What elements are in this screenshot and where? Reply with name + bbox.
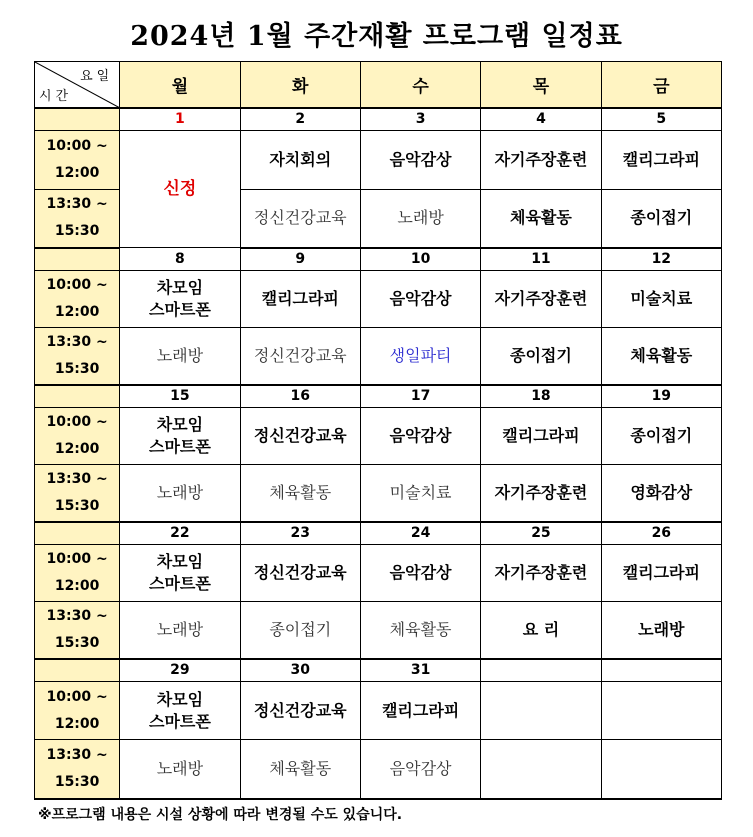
program-am-fri [601, 682, 721, 740]
date-row-time-cell [35, 248, 120, 271]
day-header-mon: 월 [120, 62, 240, 108]
time-pm-start: 13:30 ~ [46, 746, 108, 763]
program-am-tue: 캘리그라피 [240, 271, 360, 328]
page-title: 2024년 1월 주간재활 프로그램 일정표 [130, 21, 623, 52]
time-cell-am [35, 408, 120, 465]
time-am-start: 10:00 ~ [46, 551, 108, 567]
program-pm-tue: 체육활동 [240, 740, 360, 799]
date-cell-mon: 8 [120, 248, 240, 271]
time-cell-pm [35, 465, 120, 522]
date-cell-wed: 3 [360, 108, 480, 131]
program-pm-tue: 체육활동 [240, 465, 360, 522]
time-am-end: 12:00 [54, 165, 100, 181]
time-pm-end: 15:30 [54, 773, 100, 790]
time-pm-start: 13:30 ~ [46, 196, 108, 213]
date-cell-mon: 29 [120, 659, 240, 682]
pm-row [35, 328, 722, 385]
am-row [35, 682, 722, 740]
program-am-thu: 자기주장훈련 [481, 545, 601, 602]
day-header-fri: 금 [601, 62, 721, 108]
time-pm-start: 13:30 ~ [46, 470, 108, 487]
time-cell-pm [35, 602, 120, 659]
time-cell-pm [35, 190, 120, 248]
program-am-tue: 정신건강교육 [240, 408, 360, 465]
program-pm-wed: 생일파티 [360, 328, 480, 385]
date-cell-wed: 17 [360, 385, 480, 408]
program-am-wed: 음악감상 [360, 545, 480, 602]
time-pm-start: 13:30 ~ [46, 607, 108, 624]
date-cell-tue: 2 [240, 108, 360, 131]
date-cell-fri: 26 [601, 522, 721, 545]
program-pm-fri: 영화감상 [601, 465, 721, 522]
program-pm-thu: 자기주장훈련 [481, 465, 601, 522]
program-am-fri: 미술치료 [601, 271, 721, 328]
program-am-fri: 종이접기 [601, 408, 721, 465]
program-am-tue: 정신건강교육 [240, 682, 360, 740]
date-cell-thu [481, 659, 601, 682]
program-am-mon: 차모임 스마트폰 [120, 408, 240, 465]
program-am-wed: 캘리그라피 [360, 682, 480, 740]
footer-note: ※프로그램 내용은 시설 상황에 따라 변경될 수도 있습니다. [38, 807, 403, 823]
date-cell-tue: 30 [240, 659, 360, 682]
date-cell-mon: 22 [120, 522, 240, 545]
am-row [35, 131, 722, 190]
date-cell-tue: 9 [240, 248, 360, 271]
date-cell-fri: 5 [601, 108, 721, 131]
day-header-wed: 수 [360, 62, 480, 108]
program-am-thu: 자기주장훈련 [481, 271, 601, 328]
program-pm-mon: 노래방 [120, 740, 240, 799]
time-pm-start: 13:30 ~ [46, 333, 108, 350]
date-cell-fri: 19 [601, 385, 721, 408]
time-am-end: 12:00 [54, 304, 100, 320]
time-cell-pm [35, 740, 120, 799]
program-pm-fri: 종이접기 [601, 190, 721, 248]
program-am-wed: 음악감상 [360, 131, 480, 190]
date-cell-wed: 24 [360, 522, 480, 545]
date-cell-thu: 25 [481, 522, 601, 545]
date-row-time-cell [35, 108, 120, 131]
date-row [35, 385, 722, 408]
program-am-tue: 자치회의 [240, 131, 360, 190]
program-pm-wed: 노래방 [360, 190, 480, 248]
program-pm-thu: 체육활동 [481, 190, 601, 248]
corner-label-day: 요일 [80, 69, 114, 84]
date-cell-tue: 23 [240, 522, 360, 545]
date-cell-wed: 31 [360, 659, 480, 682]
program-am-thu [481, 682, 601, 740]
date-row [35, 522, 722, 545]
am-row [35, 271, 722, 328]
program-pm-wed: 미술치료 [360, 465, 480, 522]
program-pm-wed: 음악감상 [360, 740, 480, 799]
date-row [35, 659, 722, 682]
program-am-thu: 자기주장훈련 [481, 131, 601, 190]
pm-row [35, 602, 722, 659]
date-cell-tue: 16 [240, 385, 360, 408]
header-row [35, 62, 722, 108]
program-am-thu: 캘리그라피 [481, 408, 601, 465]
time-pm-end: 15:30 [54, 223, 100, 240]
program-pm-fri: 체육활동 [601, 328, 721, 385]
time-cell-am [35, 271, 120, 328]
time-am-end: 12:00 [54, 578, 100, 594]
time-am-start: 10:00 ~ [46, 414, 108, 430]
pm-row [35, 465, 722, 522]
date-cell-fri [601, 659, 721, 682]
time-am-start: 10:00 ~ [46, 138, 108, 154]
time-pm-end: 15:30 [54, 634, 100, 651]
pm-row [35, 740, 722, 799]
program-pm-mon: 노래방 [120, 465, 240, 522]
date-cell-mon: 15 [120, 385, 240, 408]
program-am-mon: 차모임 스마트폰 [120, 271, 240, 328]
program-pm-tue: 정신건강교육 [240, 190, 360, 248]
program-pm-tue: 종이접기 [240, 602, 360, 659]
day-header-thu: 목 [481, 62, 601, 108]
date-cell-mon: 1 [120, 108, 240, 131]
time-cell-am [35, 682, 120, 740]
program-am-wed: 음악감상 [360, 408, 480, 465]
time-am-start: 10:00 ~ [46, 688, 108, 705]
time-pm-end: 15:30 [54, 360, 100, 377]
program-am-fri: 캘리그라피 [601, 545, 721, 602]
corner-label-time: 시간 [39, 88, 73, 104]
program-am-mon: 차모임 스마트폰 [120, 682, 240, 740]
date-cell-fri: 12 [601, 248, 721, 271]
program-pm-mon: 노래방 [120, 602, 240, 659]
program-pm-fri [601, 740, 721, 799]
program-pm-wed: 체육활동 [360, 602, 480, 659]
day-header-tue: 화 [240, 62, 360, 108]
program-am-mon: 신정 [120, 131, 240, 248]
date-cell-thu: 4 [481, 108, 601, 131]
program-am-fri: 캘리그라피 [601, 131, 721, 190]
program-pm-thu: 종이접기 [481, 328, 601, 385]
date-cell-wed: 10 [360, 248, 480, 271]
program-pm-tue: 정신건강교육 [240, 328, 360, 385]
time-cell-am [35, 131, 120, 190]
corner-cell [35, 62, 120, 108]
program-pm-thu [481, 740, 601, 799]
date-row [35, 108, 722, 131]
program-am-tue: 정신건강교육 [240, 545, 360, 602]
date-row-time-cell [35, 522, 120, 545]
time-am-end: 12:00 [54, 715, 100, 732]
date-cell-thu: 18 [481, 385, 601, 408]
schedule-table [34, 61, 722, 800]
date-row-time-cell [35, 659, 120, 682]
program-pm-fri: 노래방 [601, 602, 721, 659]
program-am-mon: 차모임 스마트폰 [120, 545, 240, 602]
am-row [35, 408, 722, 465]
date-row-time-cell [35, 385, 120, 408]
program-pm-thu: 요 리 [481, 602, 601, 659]
program-am-wed: 음악감상 [360, 271, 480, 328]
am-row [35, 545, 722, 602]
time-pm-end: 15:30 [54, 497, 100, 514]
date-row [35, 248, 722, 271]
date-cell-thu: 11 [481, 248, 601, 271]
time-am-end: 12:00 [54, 441, 100, 457]
time-am-start: 10:00 ~ [46, 277, 108, 293]
time-cell-am [35, 545, 120, 602]
time-cell-pm [35, 328, 120, 385]
program-pm-mon: 노래방 [120, 328, 240, 385]
